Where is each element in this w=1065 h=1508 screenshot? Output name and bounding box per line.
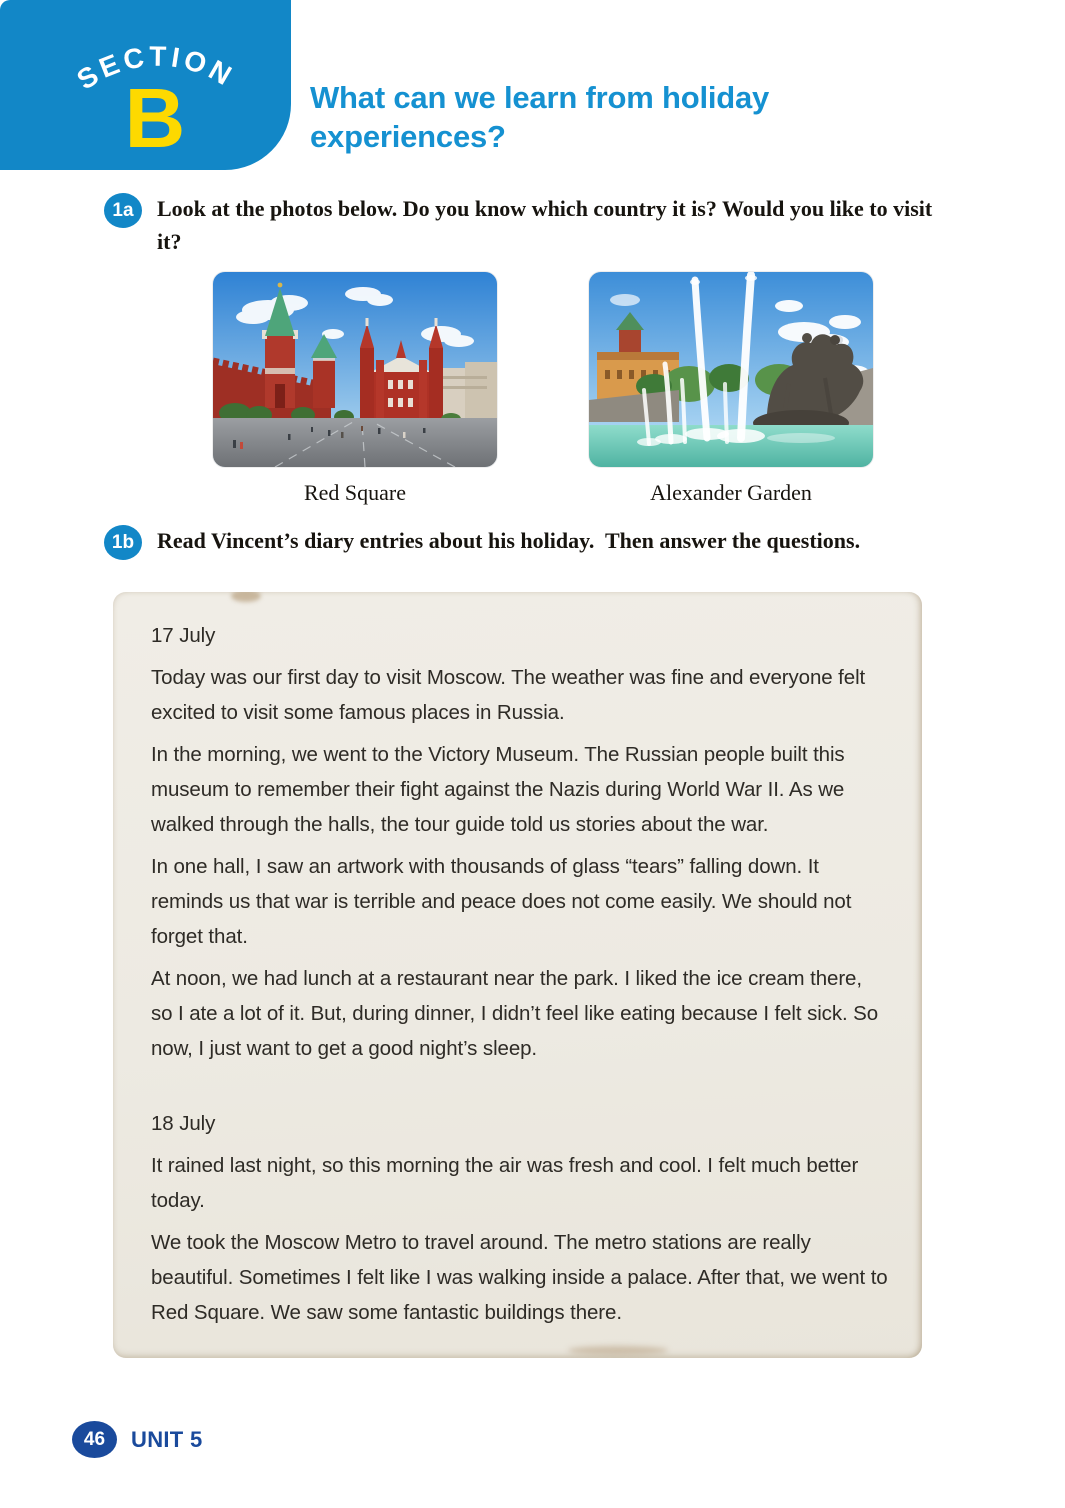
diary-entry-17-july [151, 618, 888, 1066]
paper-stain-bottom [568, 1346, 668, 1355]
diary-card [113, 592, 922, 1358]
diary-paragraph: We took the Moscow Metro to travel around. The metro stations are really beautiful. Sometimes I felt like I was walking inside a palace. After that, we went to Red Square. We saw some fantastic buildings there. [151, 1231, 888, 1324]
caption-red-square: Red Square [303, 480, 407, 505]
page-footer [72, 1421, 202, 1458]
section-letter: B [124, 71, 186, 165]
unit-label: UNIT 5 [131, 1426, 203, 1452]
section-b-graphic [0, 0, 291, 170]
alexander-garden-illustration [589, 272, 873, 467]
activity-1b-badge: 1b [104, 525, 142, 560]
background-buildings [437, 362, 497, 420]
page-title-line2: experiences? [310, 119, 506, 154]
section-b-tab [0, 0, 291, 170]
activity-1b [104, 524, 977, 560]
diary-paragraph: At noon, we had lunch at a restaurant near the park. I liked the ice cream there, so I ate a lot of it. But, during dinner, I didn’t feel like eating because I felt sick. So now, I just want to get a good night’s sleep. [151, 967, 879, 1060]
diary-paragraph: In one hall, I saw an artwork with thousands of glass “tears” falling down. It reminds us that war is terrible and peace does not come easily. We should not forget that. [151, 855, 852, 948]
diary-paragraph: In the morning, we went to the Victory Museum. The Russian people built this museum to remember their fight against the Nazis during World War II. As we walked through the halls, the tour guide told us stories about the war. [151, 743, 845, 836]
page-title [310, 78, 890, 156]
photo-red-square [213, 272, 497, 467]
section-arc-label: SECTION [71, 40, 241, 96]
photo-alexander-garden [589, 272, 873, 467]
diary-paragraph: It rained last night, so this morning the air was fresh and cool. I felt much better today. [151, 1154, 859, 1212]
caption-alexander-garden: Alexander Garden [650, 480, 812, 505]
activity-1b-instruction: Read Vincent’s diary entries about his holiday. Then answer the questions. [157, 528, 861, 553]
page-title-line1: What can we learn from holiday [310, 80, 770, 115]
activity-1a-badge: 1a [104, 193, 142, 228]
activity-1a [104, 192, 949, 258]
page-number-badge: 46 [72, 1421, 117, 1458]
square-pavement [213, 418, 497, 467]
diary-date: 17 July [151, 624, 216, 647]
paper-stain-top [231, 592, 261, 602]
activity-1a-instruction: Look at the photos below. Do you know which country it is? Would you like to visit it? [157, 196, 938, 254]
diary-date: 18 July [151, 1112, 216, 1135]
diary-entry-18-july [151, 1106, 888, 1330]
red-square-illustration [213, 272, 497, 467]
diary-paragraph: Today was our first day to visit Moscow. The weather was fine and everyone felt excited to visit some famous places in Russia. [151, 666, 866, 724]
